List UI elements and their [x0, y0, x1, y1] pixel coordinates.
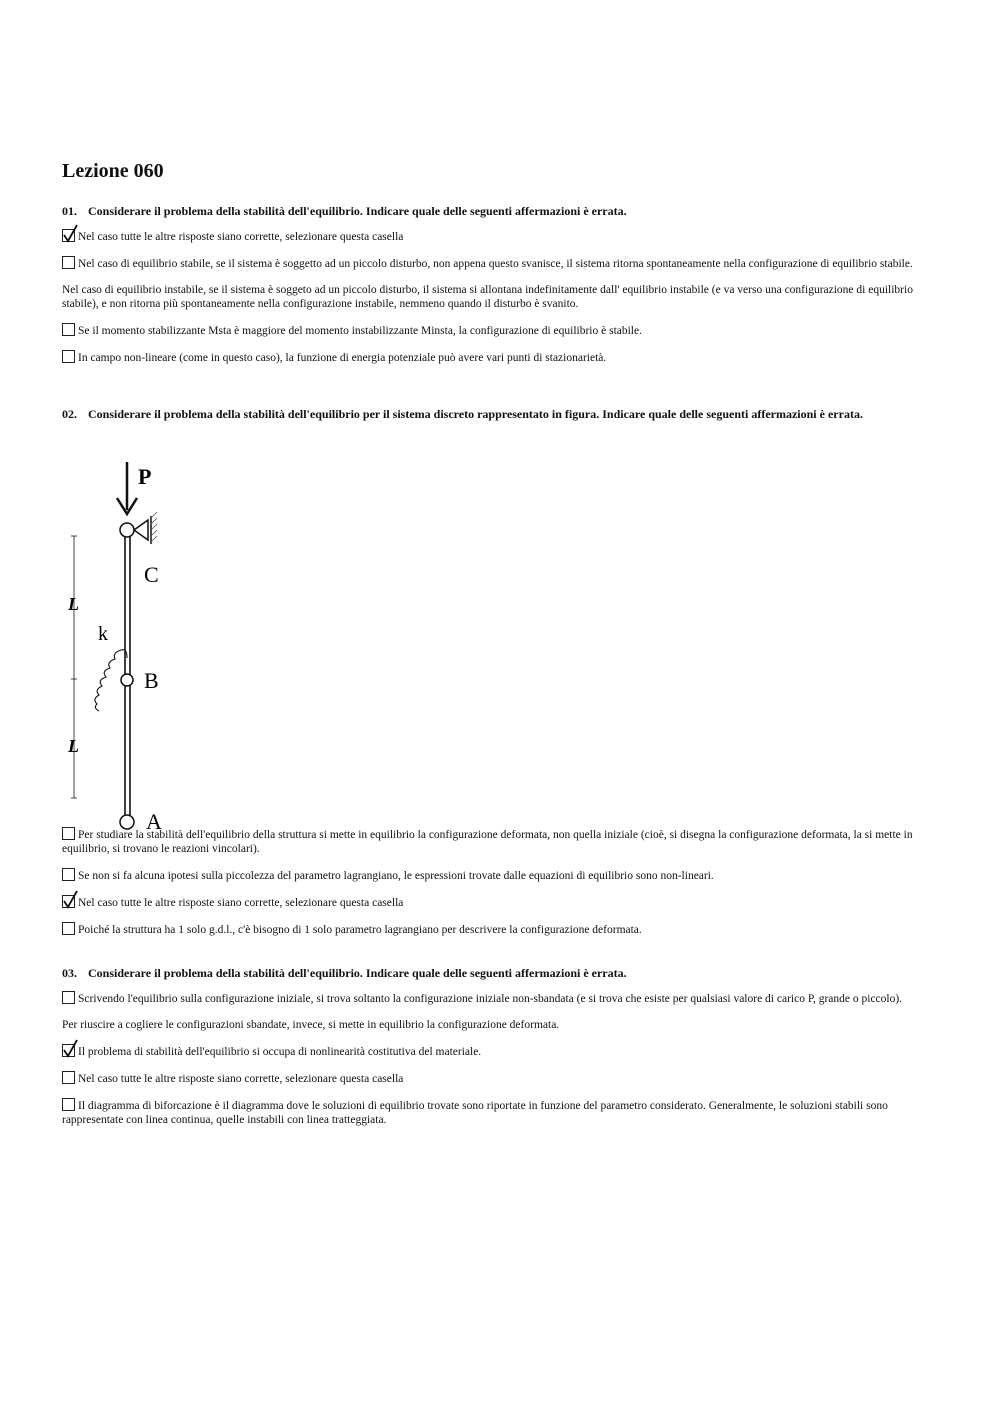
lesson-title: Lezione 060 — [62, 160, 164, 182]
answer-note: Per riuscire a cogliere le configurazioni sbandate, invece, si mette in equilibrio la configurazione deformata. — [62, 1019, 560, 1031]
column-diagram — [62, 432, 262, 834]
answer-option: In campo non-lineare (come in questo caso), la funzione di energia potenziale può avere vari punti di stazionarietà. — [62, 350, 930, 365]
answer-option: Poiché la struttura ha 1 solo g.d.l., c'è bisogno di 1 solo parametro lagrangiano per descrivere la configurazione deformata. — [62, 922, 930, 937]
checkbox[interactable] — [62, 1071, 75, 1084]
question-02-answers — [62, 827, 930, 949]
question-text: 02. Considerare il problema della stabilità dell'equilibrio per il sistema discreto rappresentato in figura. Indicare quale delle seguenti affermazioni è errata. — [62, 407, 863, 421]
checkbox[interactable] — [62, 256, 75, 269]
checkbox[interactable] — [62, 229, 75, 242]
answer-option: Se il momento stabilizzante Msta è maggiore del momento instabilizzante Minsta, la configurazione di equilibrio è stabile. — [62, 323, 930, 338]
answer-option: Scrivendo l'equilibrio sulla configurazione iniziale, si trova soltanto la configurazione iniziale non-sbandata (e si trova che esiste per qualsiasi valore di carico P, grande o piccolo). — [62, 991, 930, 1006]
checkbox[interactable] — [62, 922, 75, 935]
question-number: 02. — [62, 407, 77, 421]
answer-option: Nel caso tutte le altre risposte siano corrette, selezionare questa casella — [62, 895, 930, 910]
checkbox[interactable] — [62, 350, 75, 363]
spring-label: k — [98, 623, 108, 645]
structure-figure — [62, 432, 262, 834]
answer-option: Se non si fa alcuna ipotesi sulla piccolezza del parametro lagrangiano, le espressioni trovate dalle equazioni di equilibrio sono non-lineari. — [62, 868, 930, 883]
checkbox[interactable] — [62, 323, 75, 336]
question-number: 01. — [62, 204, 77, 218]
top-hinge — [120, 523, 134, 537]
wall-hatch — [151, 512, 157, 542]
question-text: 03. Considerare il problema della stabilità dell'equilibrio. Indicare quale delle seguenti affermazioni è errata. — [62, 966, 627, 980]
answer-option: Nel caso di equilibrio stabile, se il sistema è soggetto ad un piccolo disturbo, non appena questo svanisce, il sistema ritorna spontaneamente nella configurazione di equilibrio stabile. — [62, 256, 930, 271]
answer-option: Il problema di stabilità dell'equilibrio si occupa di nonlinearità costitutiva del materiale. — [62, 1044, 930, 1059]
answer-option: Per studiare la stabilità dell'equilibrio della struttura si mette in equilibrio la configurazione deformata, non quella iniziale (cioè, si disegna la configurazione deformata, la si mette in equilibrio, si trovano le reazioni vincolari). — [62, 829, 913, 855]
question-03 — [62, 966, 930, 1139]
node-c-label: C — [144, 562, 159, 587]
dimension-lower-label: L — [68, 736, 79, 756]
middle-hinge — [121, 674, 133, 686]
answer-option: Nel caso tutte le altre risposte siano corrette, selezionare questa casella — [62, 229, 930, 244]
checkbox[interactable] — [62, 1098, 75, 1111]
answer-option: Nel caso tutte le altre risposte siano corrette, selezionare questa casella — [62, 1071, 930, 1086]
dimension-upper-label: L — [68, 594, 79, 614]
question-number: 03. — [62, 966, 77, 980]
roller-support — [134, 520, 148, 540]
checkmark-icon — [62, 223, 78, 243]
checkbox[interactable] — [62, 868, 75, 881]
checkbox[interactable] — [62, 991, 75, 1004]
load-label: P — [138, 464, 152, 489]
question-02 — [62, 407, 930, 834]
answer-option: Il diagramma di biforcazione è il diagramma dove le soluzioni di equilibrio trovate sono riportate in funzione del parametro considerato. Generalmente, le soluzioni stabili sono rappresentate con linea continua, quelle instabili con linea tratteggiata. — [62, 1100, 888, 1126]
node-a-label: A — [146, 809, 162, 834]
answer-note: Nel caso di equilibrio instabile, se il sistema è soggeto ad un piccolo disturbo, il sistema si allontana indefinitamente dall' equilibrio instabile (e va verso una configurazione di equilibrio stabile), e non ritorna più spontaneamente nella configurazione instabile, nemmeno quando il disturbo è svanito. — [62, 284, 913, 310]
node-b-label: B — [144, 668, 159, 693]
checkbox[interactable] — [62, 827, 75, 840]
question-text: 01. Considerare il problema della stabilità dell'equilibrio. Indicare quale delle seguenti affermazioni è errata. — [62, 204, 627, 218]
checkmark-icon — [62, 1038, 78, 1058]
question-01 — [62, 204, 930, 377]
checkmark-icon — [62, 889, 78, 909]
checkbox[interactable] — [62, 895, 75, 908]
checkbox[interactable] — [62, 1044, 75, 1057]
